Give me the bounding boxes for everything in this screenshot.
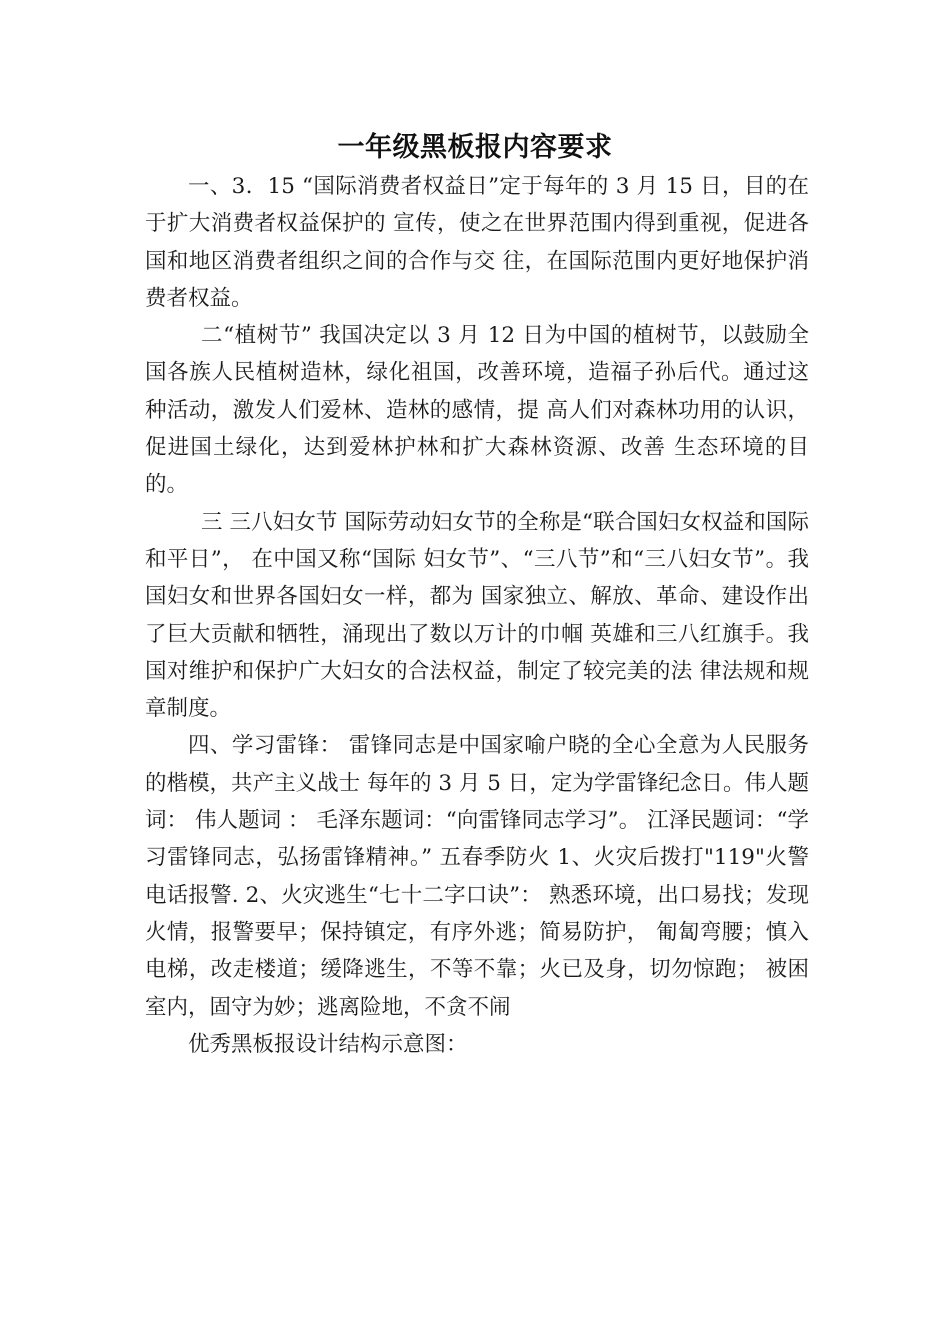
paragraph-womens-day: 三 三八妇女节 国际劳动妇女节的全称是“联合国妇女权益和国际和平日”， 在中国又称“国际 妇女节”、“三八节”和“三八妇女节”。我国妇女和世界各国妇女一样，都为 国家独立、解放、革命、建设作出了巨大贡献和牺牲，涌现出了数以万计的巾帼 英雄和三八红旗手。我国对维护和保护广大妇女的合法权益，制定了较完美的法 律法规和规章制度。 (145, 509, 809, 722)
document-body (145, 168, 809, 1063)
paragraph-arbor-day: 二“植树节” 我国决定以 3 月 12 日为中国的植树节，以鼓励全国各族人民植树造林，绿化祖国，改善环境，造福子孙后代。通过这种活动，激发人们爱林、造林的感情，提 高人们对森林功用的认识，促进国土绿化，达到爱林护林和扩大森林资源、改善 生态环境的目的。 (145, 323, 809, 498)
paragraph-design-diagram-caption: 优秀黑板报设计结构示意图： (188, 1031, 468, 1057)
paragraph-consumer-rights-day: 一、3．15 “国际消费者权益日”定于每年的 3 月 15 日，目的在于扩大消费者权益保护的 宣传，使之在世界范围内得到重视，促进各国和地区消费者组织之间的合作与交 往，在国际范围内更好地保护消费者权益。 (145, 174, 809, 311)
paragraph-learn-from-lei-feng: 四、学习雷锋： 雷锋同志是中国家喻户晓的全心全意为人民服务的楷模，共产主义战士 每年的 3 月 5 日，定为学雷锋纪念日。伟人题词： 伟人题词 ： 毛泽东题词：“向雷锋同志学习”。 江泽民题词：“学习雷锋同志，弘扬雷锋精神。” 五春季防火 1、火灾后拨打"119"火警电话报警. 2、火灾逃生“七十二字口诀”： 熟悉环境，出口易找；发现火情，报警要早；保持镇定，有序外逃；简易防护， 匍匐弯腰；慎入电梯，改走楼道；缓降逃生，不等不靠；火已及身，切勿惊跑； 被困室内，固守为妙；逃离险地，不贪不闹 (145, 733, 809, 1020)
document-title: 一年级黑板报内容要求 (337, 132, 613, 163)
